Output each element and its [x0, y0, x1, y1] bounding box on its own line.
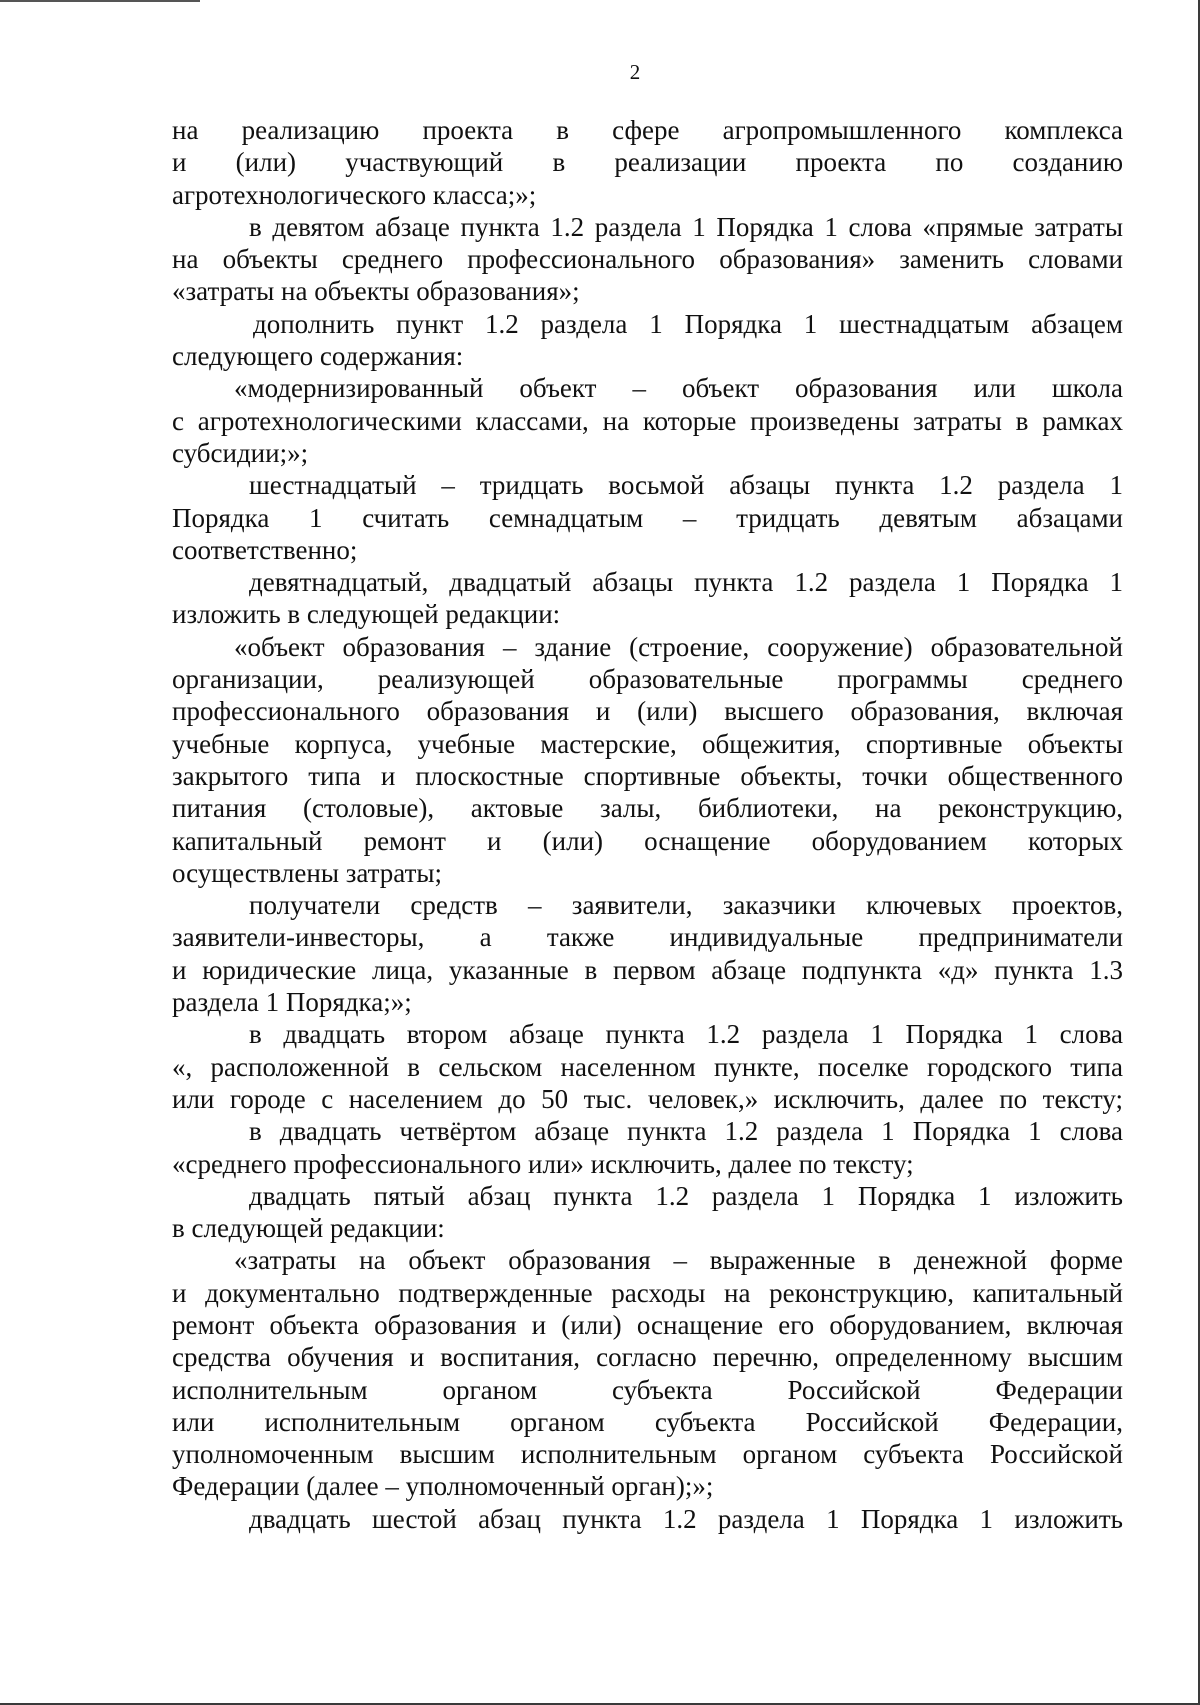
text-line: девятнадцатый, двадцатый абзацы пункта 1.2 раздела 1 Порядка 1: [249, 567, 1123, 598]
page-number: 2: [629, 60, 641, 84]
text-line: «модернизированный объект – объект образования или школа: [234, 373, 1123, 404]
text-line: и юридические лица, указанные в первом абзаце подпункта «д» пункта 1.3: [172, 954, 1123, 985]
text-line: дополнить пункт 1.2 раздела 1 Порядка 1 шестнадцатым абзацем: [253, 308, 1123, 339]
text-line: в двадцать четвёртом абзаце пункта 1.2 раздела 1 Порядка 1 слова: [249, 1116, 1123, 1147]
text-line: закрытого типа и плоскостные спортивные объекты, точки общественного: [172, 760, 1123, 791]
text-line: шестнадцатый – тридцать восьмой абзацы пункта 1.2 раздела 1: [249, 470, 1123, 501]
text-line: и документально подтвержденные расходы на реконструкцию, капитальный: [172, 1277, 1123, 1308]
text-line: «, расположенной в сельском населенном пункте, поселке городского типа: [172, 1051, 1123, 1082]
text-line: питания (столовые), актовые залы, библиотеки, на реконструкцию,: [172, 793, 1123, 824]
text-line: организации, реализующей образовательные программы среднего: [172, 664, 1123, 695]
text-line: или городе с населением до 50 тыс. человек,» исключить, далее по тексту;: [172, 1083, 1123, 1114]
text-line: изложить в следующей редакции:: [172, 599, 561, 630]
text-line: следующего содержания:: [172, 341, 464, 372]
text-line: с агротехнологическими классами, на которые произведены затраты в рамках: [172, 405, 1123, 436]
text-line: капитальный ремонт и (или) оснащение оборудованием которых: [172, 825, 1123, 856]
text-line: учебные корпуса, учебные мастерские, общежития, спортивные объекты: [172, 728, 1123, 759]
text-line: двадцать шестой абзац пункта 1.2 раздела 1 Порядка 1 изложить: [249, 1503, 1123, 1534]
text-line: уполномоченным высшим исполнительным органом субъекта Российской: [172, 1439, 1123, 1470]
text-line: «объект образования – здание (строение, сооружение) образовательной: [234, 631, 1123, 662]
text-line: заявители-инвесторы, а также индивидуальные предприниматели: [172, 922, 1123, 953]
text-line: соответственно;: [172, 534, 358, 565]
scan-edge-top: [0, 0, 200, 2]
text-line: осуществлены затраты;: [172, 857, 443, 888]
text-line: Порядка 1 считать семнадцатым – тридцать девятым абзацами: [172, 502, 1123, 533]
text-line: средства обучения и воспитания, согласно перечню, определенному высшим: [172, 1342, 1123, 1373]
text-line: агротехнологического класса;»;: [172, 179, 537, 210]
text-line: ремонт объекта образования и (или) оснащение его оборудованием, включая: [172, 1309, 1123, 1340]
text-line: на объекты среднего профессионального образования» заменить словами: [172, 244, 1123, 275]
text-line: или исполнительным органом субъекта Российской Федерации,: [172, 1406, 1123, 1437]
text-line: профессионального образования и (или) высшего образования, включая: [172, 696, 1123, 727]
text-line: «среднего профессионального или» исключить, далее по тексту;: [172, 1148, 914, 1179]
text-line: «затраты на объект образования – выраженные в денежной форме: [234, 1245, 1123, 1276]
text-line: двадцать пятый абзац пункта 1.2 раздела 1 Порядка 1 изложить: [249, 1180, 1123, 1211]
text-line: в следующей редакции:: [172, 1213, 445, 1244]
text-line: на реализацию проекта в сфере агропромышленного комплекса: [172, 115, 1123, 145]
text-line: субсидии;»;: [172, 437, 309, 468]
text-line: в двадцать втором абзаце пункта 1.2 раздела 1 Порядка 1 слова: [249, 1019, 1123, 1050]
text-line: раздела 1 Порядка;»;: [172, 987, 412, 1018]
text-line: получатели средств – заявители, заказчики ключевых проектов,: [249, 890, 1123, 921]
text-line: «затраты на объекты образования»;: [172, 276, 580, 307]
text-line: исполнительным органом субъекта Российской Федерации: [172, 1374, 1123, 1405]
text-line: в девятом абзаце пункта 1.2 раздела 1 Порядка 1 слова «прямые затраты: [249, 211, 1123, 242]
text-line: и (или) участвующий в реализации проекта по созданию: [172, 147, 1123, 178]
document-body: [172, 114, 1123, 1535]
text-line: Федерации (далее – уполномоченный орган);»;: [172, 1471, 714, 1502]
